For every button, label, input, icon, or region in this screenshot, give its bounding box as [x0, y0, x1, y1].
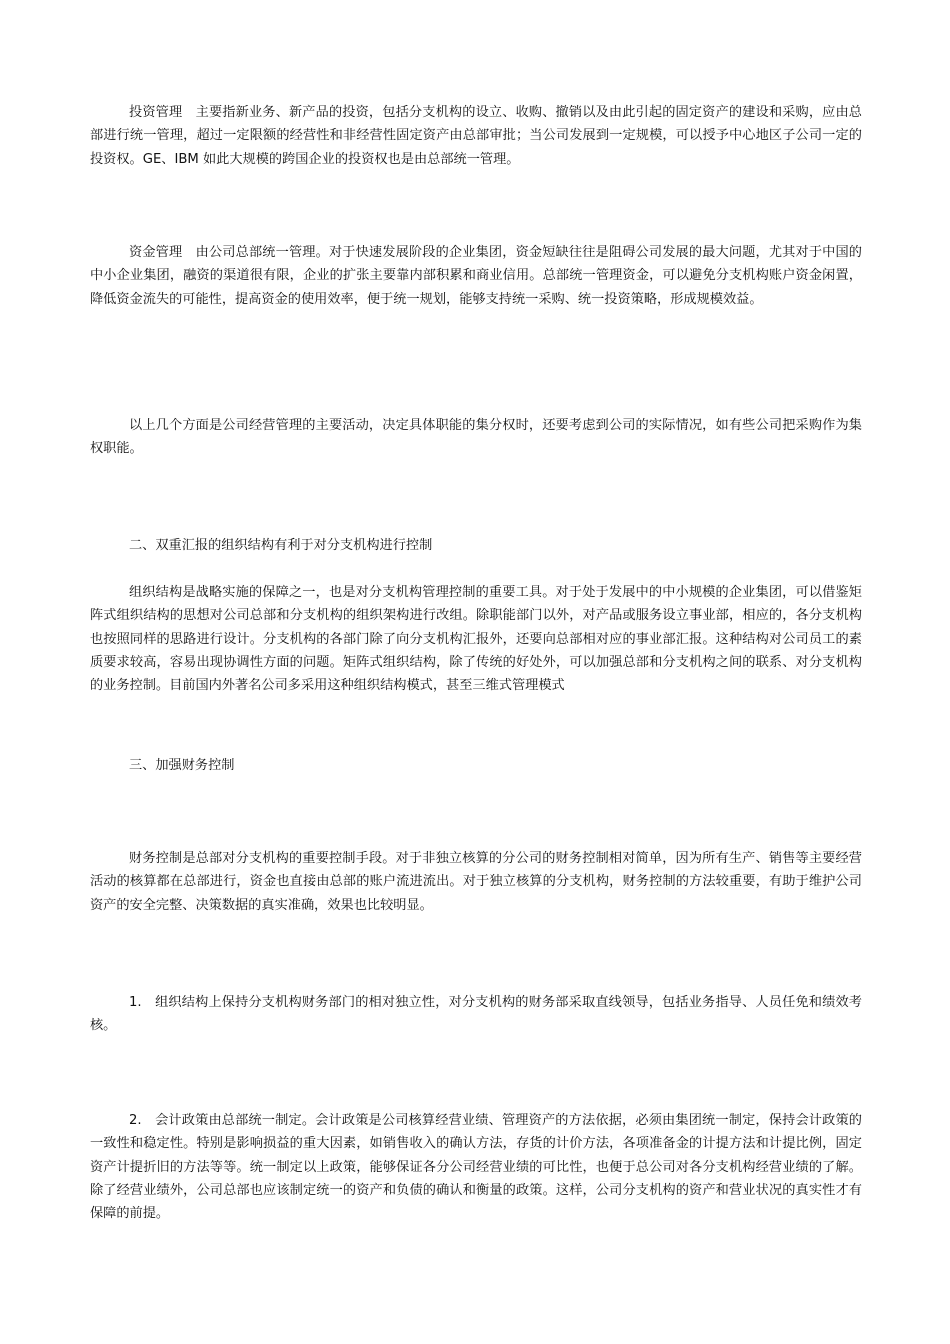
- paragraph-item-2: 2. 会计政策由总部统一制定。会计政策是公司核算经营业绩、管理资产的方法依据，必须由集团统一制定，保持会计政策的一致性和稳定性。特别是影响损益的重大因素，如销售收入的确认方法，存货的计价方法，各项准备金的计提方法和计提比例，固定资产计提折旧的方法等等。统一制定以上政策，能够保证各分公司经营业绩的可比性，也便于总公司对各分支机构经营业绩的了解。除了经营业绩外，公司总部也应该制定统一的资产和负债的确认和衡量的政策。这样，公司分支机构的资产和营业状况的真实性才有保障的前提。: [90, 1113, 862, 1222]
- paragraph-financial-control: 财务控制是总部对分支机构的重要控制手段。对于非独立核算的分公司的财务控制相对简单，因为所有生产、销售等主要经营活动的核算都在总部进行，资金也直接由总部的账户流进流出。对于独立核算的分支机构，财务控制的方法较重要，有助于维护公司资产的安全完整、决策数据的真实准确，效果也比较明显。: [90, 851, 862, 913]
- section-heading-dual-reporting: 二、双重汇报的组织结构有利于对分支机构进行控制: [129, 538, 433, 553]
- paragraph-investment-management: 投资管理 主要指新业务、新产品的投资，包括分支机构的设立、收购、撤销以及由此引起的固定资产的建设和采购，应由总部进行统一管理，超过一定限额的经营性和非经营性固定资产由总部审批；当公司发展到一定规模，可以授予中心地区子公司一定的投资权。GE、IBM 如此大规模的跨国企业的投资权也是由总部统一管理。: [90, 105, 862, 167]
- paragraph-item-1: 1. 组织结构上保持分支机构财务部门的相对独立性，对分支机构的财务部采取直线领导，包括业务指导、人员任免和绩效考核。: [90, 995, 862, 1034]
- paragraph-organization-structure: 组织结构是战略实施的保障之一，也是对分支机构管理控制的重要工具。对于处于发展中的中小规模的企业集团，可以借鉴矩阵式组织结构的思想对公司总部和分支机构的组织架构进行改组。除职能部门以外，对产品或服务设立事业部，相应的，各分支机构也按照同样的思路进行设计。分支机构的各部门除了向分支机构汇报外，还要向总部相对应的事业部汇报。这种结构对公司员工的素质要求较高，容易出现协调性方面的问题。矩阵式组织结构，除了传统的好处外，可以加强总部和分支机构之间的联系、对分支机构的业务控制。目前国内外著名公司多采用这种组织结构模式，甚至三维式管理模式: [90, 585, 862, 694]
- paragraph-summary: 以上几个方面是公司经营管理的主要活动，决定具体职能的集分权时，还要考虑到公司的实际情况，如有些公司把采购作为集权职能。: [90, 418, 862, 457]
- paragraph-fund-management: 资金管理 由公司总部统一管理。对于快速发展阶段的企业集团，资金短缺往往是阻碍公司发展的最大问题，尤其对于中国的中小企业集团，融资的渠道很有限，企业的扩张主要靠内部积累和商业信用。总部统一管理资金，可以避免分支机构账户资金闲置，降低资金流失的可能性，提高资金的使用效率，便于统一规划，能够支持统一采购、统一投资策略，形成规模效益。: [90, 245, 862, 307]
- section-heading-financial-control: 三、加强财务控制: [129, 758, 235, 773]
